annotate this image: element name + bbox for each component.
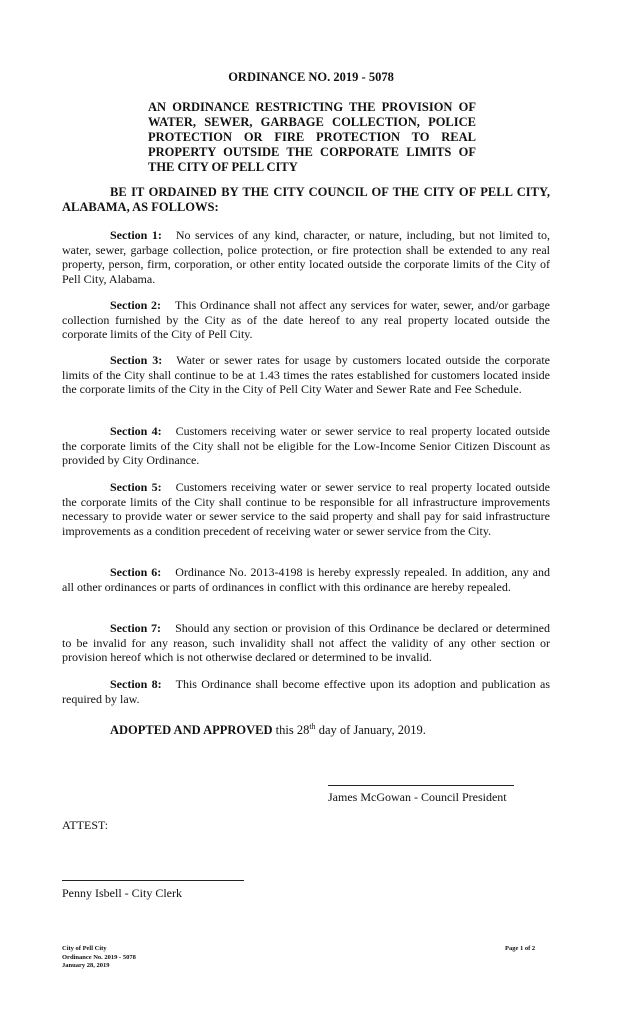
adoption-statement [62, 723, 550, 738]
president-signature-line [328, 785, 514, 786]
section-text: This Ordinance shall become effective upon its adoption and publication as required by law. [62, 677, 550, 706]
footer-info [62, 945, 136, 971]
section-label: Section 3: [110, 353, 163, 367]
adopted-date-pre: this 28 [275, 723, 310, 737]
adopted-label: ADOPTED AND APPROVED [110, 723, 273, 737]
section-label: Section 6: [110, 565, 162, 579]
page-number: Page 1 of 2 [505, 945, 536, 952]
attest-label: ATTEST: [62, 818, 109, 832]
section-text: This Ordinance shall not affect any services for water, sewer, and/or garbage collection furnished by the City as of the date hereof to any real property located outside the corporate limits of the City of Pell City. [62, 298, 550, 342]
section-text: Water or sewer rates for usage by customers located outside the corporate limits of the City shall continue to be at 1.43 times the rates established for customers located inside the corporate limits of the City in the City of Pell City Water and Sewer Rate and Fee Schedule. [62, 353, 550, 397]
section-text: Customers receiving water or sewer service to real property located outside the corporate limits of the City shall continue to be responsible for all infrastructure improvements necessary to provide water or sewer service to the said property and shall pay for said infrastructure improvements as a condition precedent of receiving water or sewer service from the City. [62, 480, 550, 538]
section-label: Section 2: [110, 298, 161, 312]
section-8 [62, 677, 550, 706]
ordinance-preamble: BE IT ORDAINED BY THE CITY COUNCIL OF THE CITY OF PELL CITY, ALABAMA, AS FOLLOWS: [62, 185, 550, 214]
section-label: Section 4: [110, 424, 162, 438]
adopted-date-sup: th [309, 721, 316, 731]
section-text: No services of any kind, character, or nature, including, but not limited to, water, sewer, garbage collection, police protection, or fire protection shall be extended to any real property, person, firm, corporation, or other entity located outside the corporate limits of the City of Pell City, Alabama. [62, 228, 550, 286]
section-1 [62, 228, 550, 286]
section-2 [62, 298, 550, 342]
section-7 [62, 621, 550, 665]
adopted-date-post: day of January, 2019. [318, 723, 426, 737]
section-text: Customers receiving water or sewer service to real property located outside the corporate limits of the City shall not be eligible for the Low-Income Senior Citizen Discount as provided by City Ordinance. [62, 424, 550, 468]
section-label: Section 5: [110, 480, 162, 494]
footer-date: January 28, 2019 [62, 962, 110, 969]
president-signature-name: James McGowan - Council President [328, 790, 507, 804]
section-3 [62, 353, 550, 397]
section-label: Section 1: [110, 228, 162, 242]
section-text: Ordinance No. 2013-4198 is hereby expressly repealed. In addition, any and all other ordinances or parts of ordinances in conflict with this ordinance are hereby repealed. [62, 565, 550, 594]
ordinance-heading: AN ORDINANCE RESTRICTING THE PROVISION OF WATER, SEWER, GARBAGE COLLECTION, POLICE PROTECTION OR FIRE PROTECTION TO REAL PROPERTY OUTSIDE THE CORPORATE LIMITS OF THE CITY OF PELL CITY [148, 100, 476, 174]
section-text: Should any section or provision of this Ordinance be declared or determined to be invalid for any reason, such invalidity shall not affect the validity of any other section or provision hereof which is not otherwise declared or determined to be invalid. [62, 621, 550, 665]
ordinance-title: ORDINANCE NO. 2019 - 5078 [228, 70, 394, 84]
section-4 [62, 424, 550, 468]
section-5 [62, 480, 550, 538]
footer-city: City of Pell City [62, 945, 107, 952]
section-label: Section 8: [110, 677, 162, 691]
footer-ordinance: Ordinance No. 2019 - 5078 [62, 953, 136, 961]
section-6 [62, 565, 550, 594]
section-label: Section 7: [110, 621, 162, 635]
clerk-signature-line [62, 880, 244, 881]
clerk-signature-name: Penny Isbell - City Clerk [62, 886, 182, 900]
